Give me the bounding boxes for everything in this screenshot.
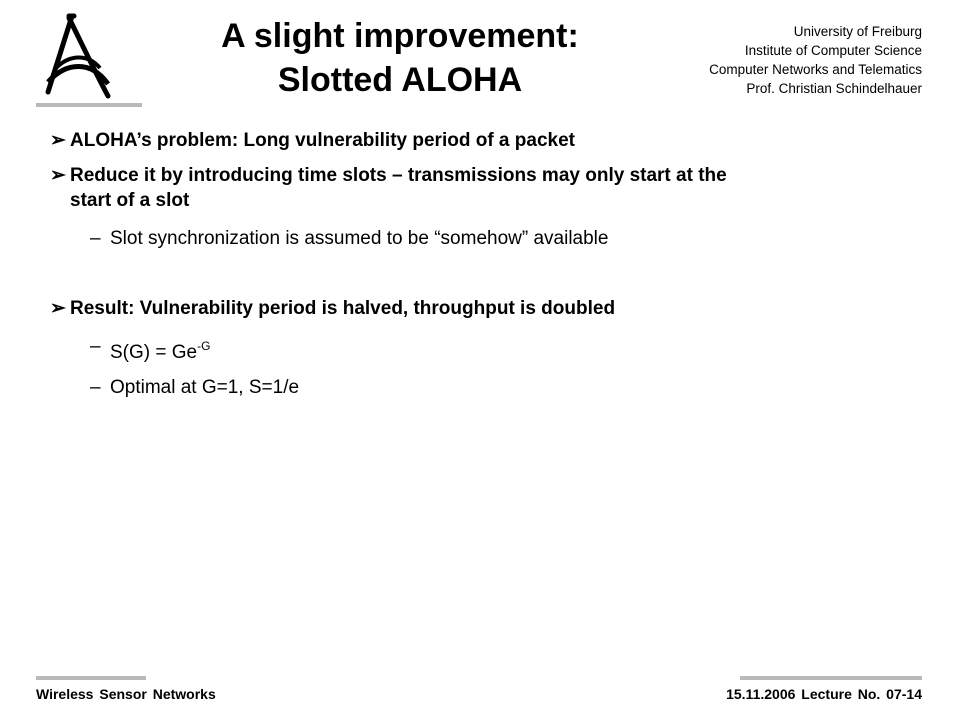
sub-bullet-optimal [50,375,920,400]
formula-base: S(G) = Ge [110,342,198,363]
arrow-bullet-icon: ➢ [50,130,66,151]
slide-title [180,14,620,102]
sub-bullet-sync [50,226,920,251]
dash-bullet: – [90,377,101,398]
dash-bullet: – [90,228,101,249]
bullet-text-line-2: start of a slot [70,190,190,211]
bullet-text: Result: Vulnerability period is halved, throughput is doubled [70,298,616,319]
sub-bullet-text: Optimal at G=1, S=1/e [110,377,300,398]
bullet-time-slots [50,163,920,213]
title-line-1: A slight improvement: [221,17,579,55]
footer-lecture-info: 15.11.2006 Lecture No. 07-14 [726,686,922,702]
sub-bullet-formula [50,334,920,365]
arrow-bullet-icon: ➢ [50,165,66,186]
dash-bullet: – [90,336,101,357]
bullet-aloha-problem [50,128,920,153]
bullet-text-line-1: Reduce it by introducing time slots – transmissions may only start at the [70,165,727,186]
institution-line-2: Institute of Computer Science [744,43,922,58]
footer-course-name: Wireless Sensor Networks [36,686,216,702]
bullet-text: ALOHA’s problem: Long vulnerability period of a packet [70,130,575,151]
logo-rule [36,103,142,107]
title-line-2: Slotted ALOHA [277,61,523,99]
formula-exponent: -G [197,339,211,353]
footer-rule-right [740,676,922,680]
footer-rule-left [36,676,146,680]
institution-line-1: University of Freiburg [793,24,922,39]
university-logo-icon [36,12,146,110]
slide-content [50,128,920,400]
institution-line-3: Computer Networks and Telematics [709,62,922,77]
arrow-bullet-icon: ➢ [50,298,66,319]
sub-bullet-text: Slot synchronization is assumed to be “somehow” available [110,228,609,249]
institution-line-4: Prof. Christian Schindelhauer [746,81,922,96]
bullet-result [50,296,920,321]
institution-block [709,22,922,98]
